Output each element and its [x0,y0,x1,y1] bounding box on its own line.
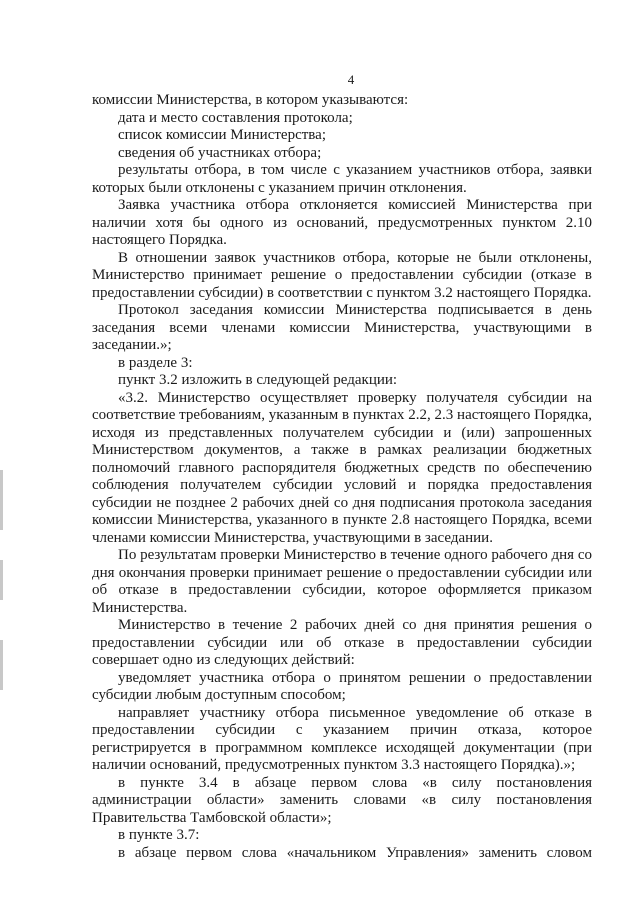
list-item: направляет участнику отбора письменное уведомление об отказе в предоставлении субсидии с указанием причин отказа, которое регистрируется в программном комплексе исходящей документации (при наличии оснований, предусмотренных пунктом 3.3 настоящего Порядка).»; [92,704,592,773]
left-edge-mark-3 [0,640,3,690]
paragraph: Заявка участника отбора отклоняется комиссией Министерства при наличии хотя бы одного из оснований, предусмотренных пунктом 2.10 настоящего Порядка. [92,197,592,248]
paragraph: комиссии Министерства, в котором указываются: [92,92,409,108]
list-item: дата и место составления протокола; [118,109,353,126]
paragraph: в пункте 3.4 в абзаце первом слова «в силу постановления администрации области» заменить словами «в силу постановления Правительства Тамбовской области»; [92,774,592,826]
paragraph: Протокол заседания комиссии Министерства подписывается в день заседания всеми членами комиссии Министерства, участвующими в заседании.»; [92,302,592,353]
page-number: 4 [347,72,355,87]
list-item: уведомляет участника отбора о принятом решении о предоставлении субсидии любым доступным способом; [92,669,592,703]
paragraph: в абзаце первом слова «начальником Управления» заменить словом [118,844,592,861]
list-item: сведения об участниках отбора; [118,144,322,161]
list-item: результаты отбора, в том числе с указанием участников отбора, заявки которых были отклонены с указанием причин отклонения. [92,162,592,196]
paragraph: пункт 3.2 изложить в следующей редакции: [118,372,398,388]
paragraph: По результатам проверки Министерство в течение одного рабочего дня со дня окончания проверки принимает решение о предоставлении субсидии или об отказе в предоставлении субсидии, которое оформляется приказом Министерства. [92,547,592,616]
paragraph: «3.2. Министерство осуществляет проверку получателя субсидии на соответствие требованиям, указанным в пунктах 2.2, 2.3 настоящего Порядка, исходя из представленных получателем субсидии и (или) запрошенных Министерством документов, а также в рамках реализации бюджетных полномочий главного распорядителя бюджетных средств по обеспечению соблюдения получателем субсидии условий и порядка предоставления субсидии не позднее 2 рабочих дней со дня подписания протокола заседания комиссии Министерства, указанного в пункте 2.8 настоящего Порядка, всеми членами комиссии Министерства, участвующими в заседании. [92,389,592,546]
paragraph: в разделе 3: [118,354,193,371]
paragraph: в пункте 3.7: [118,827,200,843]
paragraph: В отношении заявок участников отбора, которые не были отклонены, Министерство принимает решение о предоставлении субсидии (отказе в предоставлении субсидии) в соответствии с пунктом 3.2 настоящего Порядка. [92,249,592,301]
document-body [92,92,592,862]
left-edge-mark-2 [0,560,3,600]
paragraph: Министерство в течение 2 рабочих дней со дня принятия решения о предоставлении субсидии или об отказе в предоставлении субсидии совершает одно из следующих действий: [92,617,592,668]
left-edge-mark-1 [0,470,3,530]
list-item: список комиссии Министерства; [118,127,327,143]
